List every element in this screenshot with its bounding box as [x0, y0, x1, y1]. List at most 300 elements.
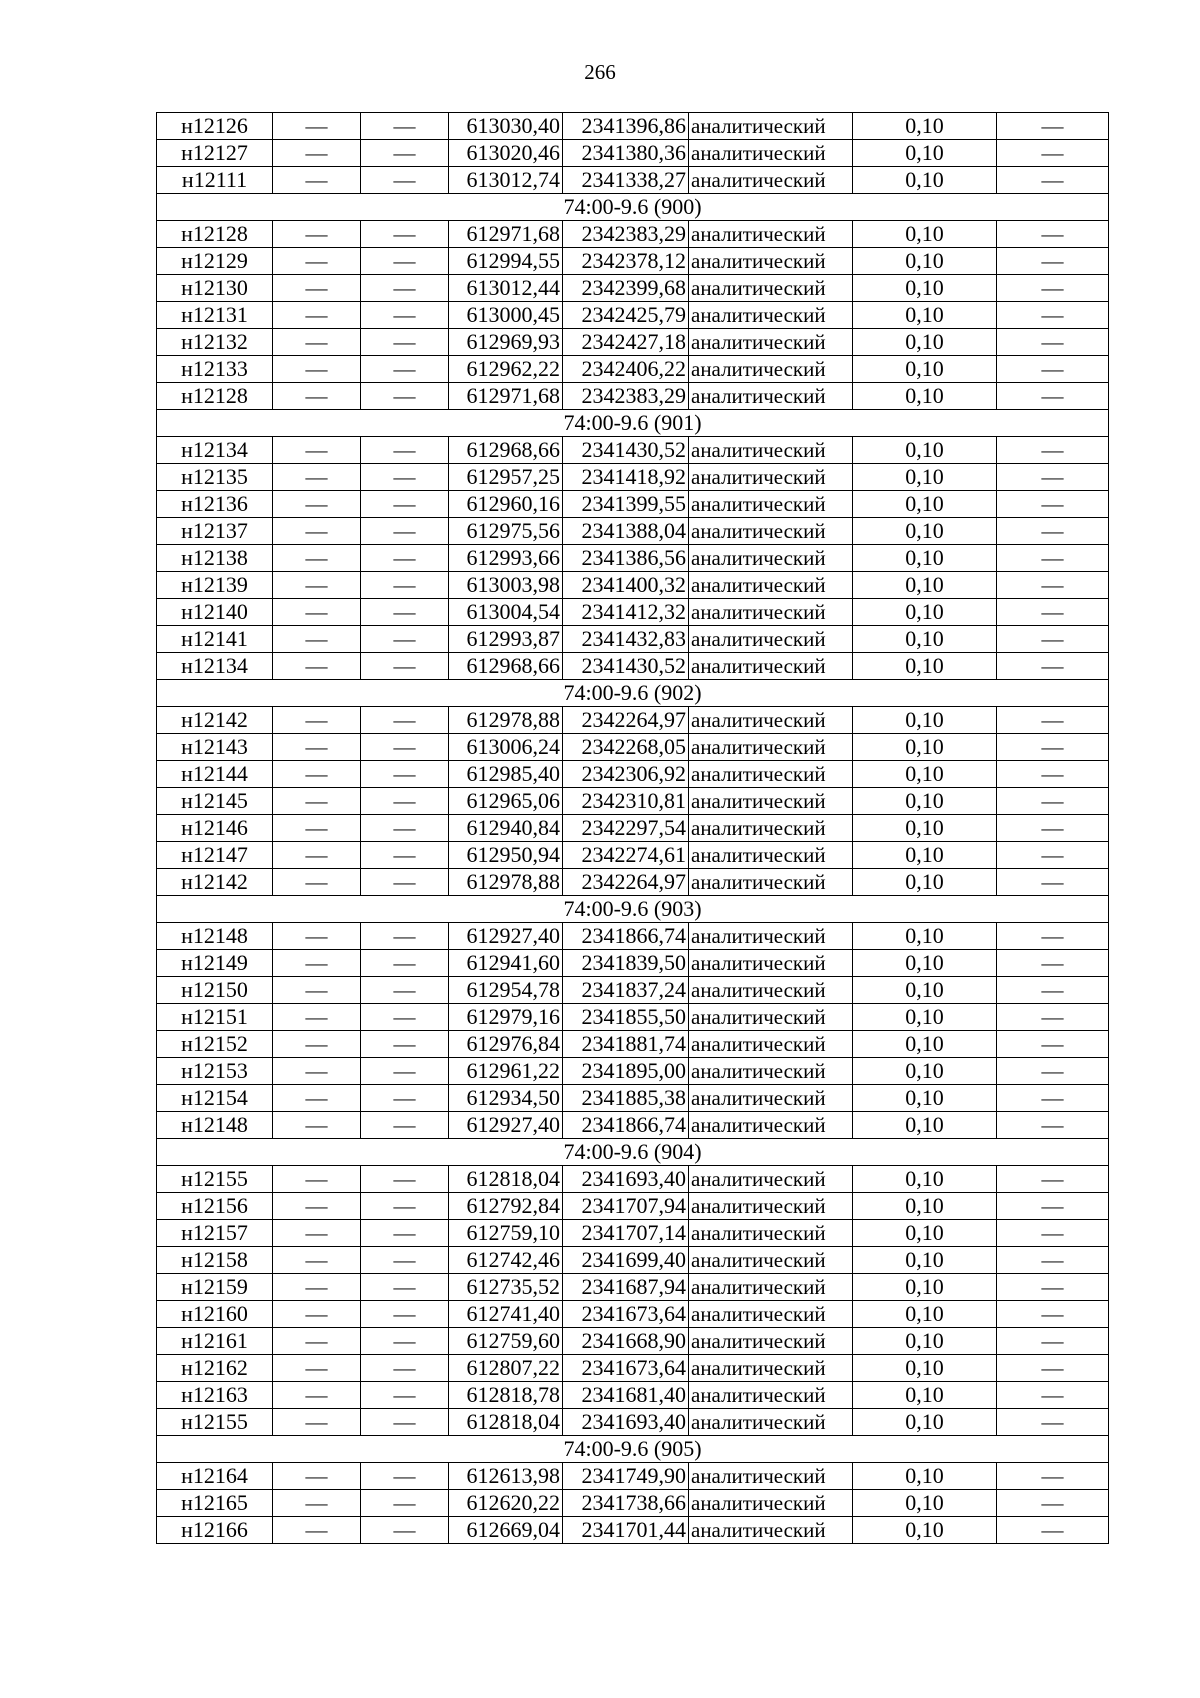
point-id-cell: н12158: [157, 1247, 273, 1274]
dash-cell: —: [273, 599, 361, 626]
table-row: [157, 1301, 1109, 1328]
y-coordinate-cell: 2341866,74: [563, 923, 689, 950]
point-id-cell: н12148: [157, 1112, 273, 1139]
dash-cell: —: [997, 1031, 1109, 1058]
x-coordinate-cell: 612669,04: [449, 1517, 563, 1544]
point-id-cell: н12132: [157, 329, 273, 356]
dash-cell: —: [361, 329, 449, 356]
point-id-cell: н12149: [157, 950, 273, 977]
point-id-cell: н12136: [157, 491, 273, 518]
x-coordinate-cell: 612613,98: [449, 1463, 563, 1490]
table-row: [157, 437, 1109, 464]
point-id-cell: н12134: [157, 437, 273, 464]
section-label: 74:00-9.6 (900): [157, 194, 1109, 221]
y-coordinate-cell: 2342383,29: [563, 383, 689, 410]
y-coordinate-cell: 2341701,44: [563, 1517, 689, 1544]
accuracy-cell: 0,10: [853, 950, 997, 977]
point-id-cell: н12161: [157, 1328, 273, 1355]
dash-cell: —: [997, 1004, 1109, 1031]
method-cell: аналитический: [689, 1517, 853, 1544]
page-number: 266: [584, 60, 616, 84]
dash-cell: —: [273, 1463, 361, 1490]
table-row: [157, 1058, 1109, 1085]
dash-cell: —: [273, 464, 361, 491]
x-coordinate-cell: 612978,88: [449, 869, 563, 896]
method-cell: аналитический: [689, 491, 853, 518]
table-row: [157, 1355, 1109, 1382]
method-cell: аналитический: [689, 788, 853, 815]
accuracy-cell: 0,10: [853, 1193, 997, 1220]
dash-cell: —: [997, 545, 1109, 572]
accuracy-cell: 0,10: [853, 842, 997, 869]
dash-cell: —: [361, 599, 449, 626]
point-id-cell: н12153: [157, 1058, 273, 1085]
point-id-cell: н12166: [157, 1517, 273, 1544]
table-row: [157, 167, 1109, 194]
point-id-cell: н12133: [157, 356, 273, 383]
method-cell: аналитический: [689, 1247, 853, 1274]
dash-cell: —: [273, 1382, 361, 1409]
dash-cell: —: [997, 1328, 1109, 1355]
section-row: [157, 194, 1109, 221]
y-coordinate-cell: 2341418,92: [563, 464, 689, 491]
dash-cell: —: [361, 1355, 449, 1382]
point-id-cell: н12128: [157, 221, 273, 248]
dash-cell: —: [361, 950, 449, 977]
section-label: 74:00-9.6 (902): [157, 680, 1109, 707]
accuracy-cell: 0,10: [853, 626, 997, 653]
table-row: [157, 1328, 1109, 1355]
x-coordinate-cell: 612985,40: [449, 761, 563, 788]
method-cell: аналитический: [689, 140, 853, 167]
y-coordinate-cell: 2341430,52: [563, 653, 689, 680]
dash-cell: —: [273, 221, 361, 248]
table-row: [157, 626, 1109, 653]
dash-cell: —: [361, 923, 449, 950]
x-coordinate-cell: 612962,22: [449, 356, 563, 383]
accuracy-cell: 0,10: [853, 1382, 997, 1409]
method-cell: аналитический: [689, 383, 853, 410]
dash-cell: —: [361, 464, 449, 491]
dash-cell: —: [361, 1220, 449, 1247]
dash-cell: —: [273, 1301, 361, 1328]
method-cell: аналитический: [689, 1031, 853, 1058]
dash-cell: —: [997, 734, 1109, 761]
x-coordinate-cell: 612976,84: [449, 1031, 563, 1058]
point-id-cell: н12155: [157, 1166, 273, 1193]
x-coordinate-cell: 612927,40: [449, 1112, 563, 1139]
dash-cell: —: [361, 1382, 449, 1409]
dash-cell: —: [997, 707, 1109, 734]
x-coordinate-cell: 612994,55: [449, 248, 563, 275]
x-coordinate-cell: 612792,84: [449, 1193, 563, 1220]
point-id-cell: н12154: [157, 1085, 273, 1112]
table-row: [157, 923, 1109, 950]
accuracy-cell: 0,10: [853, 140, 997, 167]
dash-cell: —: [997, 275, 1109, 302]
dash-cell: —: [361, 815, 449, 842]
x-coordinate-cell: 612742,46: [449, 1247, 563, 1274]
accuracy-cell: 0,10: [853, 1247, 997, 1274]
x-coordinate-cell: 612965,06: [449, 788, 563, 815]
y-coordinate-cell: 2342306,92: [563, 761, 689, 788]
method-cell: аналитический: [689, 545, 853, 572]
section-row: [157, 1436, 1109, 1463]
x-coordinate-cell: 612735,52: [449, 1274, 563, 1301]
table-row: [157, 653, 1109, 680]
point-id-cell: н12143: [157, 734, 273, 761]
y-coordinate-cell: 2341430,52: [563, 437, 689, 464]
point-id-cell: н12111: [157, 167, 273, 194]
table-row: [157, 1004, 1109, 1031]
x-coordinate-cell: 612957,25: [449, 464, 563, 491]
accuracy-cell: 0,10: [853, 815, 997, 842]
point-id-cell: н12129: [157, 248, 273, 275]
table-row: [157, 1409, 1109, 1436]
table-row: [157, 545, 1109, 572]
method-cell: аналитический: [689, 437, 853, 464]
method-cell: аналитический: [689, 1355, 853, 1382]
y-coordinate-cell: 2341412,32: [563, 599, 689, 626]
dash-cell: —: [273, 923, 361, 950]
accuracy-cell: 0,10: [853, 1301, 997, 1328]
dash-cell: —: [997, 518, 1109, 545]
dash-cell: —: [273, 1193, 361, 1220]
dash-cell: —: [997, 1112, 1109, 1139]
dash-cell: —: [997, 1274, 1109, 1301]
point-id-cell: н12160: [157, 1301, 273, 1328]
point-id-cell: н12139: [157, 572, 273, 599]
y-coordinate-cell: 2341338,27: [563, 167, 689, 194]
dash-cell: —: [361, 248, 449, 275]
method-cell: аналитический: [689, 113, 853, 140]
y-coordinate-cell: 2341707,94: [563, 1193, 689, 1220]
dash-cell: —: [361, 1274, 449, 1301]
dash-cell: —: [273, 572, 361, 599]
method-cell: аналитический: [689, 734, 853, 761]
table-row: [157, 1382, 1109, 1409]
dash-cell: —: [273, 707, 361, 734]
accuracy-cell: 0,10: [853, 113, 997, 140]
dash-cell: —: [273, 545, 361, 572]
method-cell: аналитический: [689, 977, 853, 1004]
method-cell: аналитический: [689, 923, 853, 950]
accuracy-cell: 0,10: [853, 1517, 997, 1544]
table-row: [157, 1463, 1109, 1490]
x-coordinate-cell: 612968,66: [449, 437, 563, 464]
dash-cell: —: [361, 545, 449, 572]
point-id-cell: н12159: [157, 1274, 273, 1301]
table-row: [157, 842, 1109, 869]
table-row: [157, 1085, 1109, 1112]
dash-cell: —: [361, 275, 449, 302]
point-id-cell: н12127: [157, 140, 273, 167]
section-label: 74:00-9.6 (903): [157, 896, 1109, 923]
x-coordinate-cell: 612950,94: [449, 842, 563, 869]
table-row: [157, 1490, 1109, 1517]
accuracy-cell: 0,10: [853, 437, 997, 464]
y-coordinate-cell: 2341885,38: [563, 1085, 689, 1112]
dash-cell: —: [997, 113, 1109, 140]
point-id-cell: н12163: [157, 1382, 273, 1409]
dash-cell: —: [361, 626, 449, 653]
accuracy-cell: 0,10: [853, 1004, 997, 1031]
dash-cell: —: [273, 626, 361, 653]
dash-cell: —: [361, 1058, 449, 1085]
point-id-cell: н12165: [157, 1490, 273, 1517]
method-cell: аналитический: [689, 761, 853, 788]
point-id-cell: н12128: [157, 383, 273, 410]
table-row: [157, 1220, 1109, 1247]
y-coordinate-cell: 2341866,74: [563, 1112, 689, 1139]
table-row: [157, 140, 1109, 167]
accuracy-cell: 0,10: [853, 518, 997, 545]
method-cell: аналитический: [689, 599, 853, 626]
point-id-cell: н12156: [157, 1193, 273, 1220]
y-coordinate-cell: 2341396,86: [563, 113, 689, 140]
x-coordinate-cell: 612975,56: [449, 518, 563, 545]
point-id-cell: н12146: [157, 815, 273, 842]
method-cell: аналитический: [689, 302, 853, 329]
dash-cell: —: [997, 1517, 1109, 1544]
dash-cell: —: [273, 869, 361, 896]
accuracy-cell: 0,10: [853, 977, 997, 1004]
dash-cell: —: [361, 707, 449, 734]
dash-cell: —: [997, 977, 1109, 1004]
method-cell: аналитический: [689, 356, 853, 383]
section-row: [157, 410, 1109, 437]
dash-cell: —: [273, 761, 361, 788]
dash-cell: —: [361, 302, 449, 329]
point-id-cell: н12130: [157, 275, 273, 302]
table-row: [157, 1193, 1109, 1220]
dash-cell: —: [361, 1409, 449, 1436]
dash-cell: —: [273, 329, 361, 356]
table-row: [157, 356, 1109, 383]
x-coordinate-cell: 612818,04: [449, 1166, 563, 1193]
dash-cell: —: [361, 1193, 449, 1220]
dash-cell: —: [273, 1517, 361, 1544]
accuracy-cell: 0,10: [853, 1328, 997, 1355]
method-cell: аналитический: [689, 1409, 853, 1436]
dash-cell: —: [361, 1517, 449, 1544]
accuracy-cell: 0,10: [853, 545, 997, 572]
x-coordinate-cell: 612941,60: [449, 950, 563, 977]
dash-cell: —: [273, 1220, 361, 1247]
dash-cell: —: [997, 1193, 1109, 1220]
y-coordinate-cell: 2341699,40: [563, 1247, 689, 1274]
dash-cell: —: [997, 1490, 1109, 1517]
accuracy-cell: 0,10: [853, 707, 997, 734]
dash-cell: —: [273, 1247, 361, 1274]
method-cell: аналитический: [689, 221, 853, 248]
table-row: [157, 518, 1109, 545]
dash-cell: —: [273, 950, 361, 977]
table-row: [157, 815, 1109, 842]
point-id-cell: н12145: [157, 788, 273, 815]
dash-cell: —: [361, 1328, 449, 1355]
x-coordinate-cell: 612759,10: [449, 1220, 563, 1247]
dash-cell: —: [273, 1328, 361, 1355]
accuracy-cell: 0,10: [853, 275, 997, 302]
dash-cell: —: [997, 1301, 1109, 1328]
dash-cell: —: [273, 1355, 361, 1382]
dash-cell: —: [273, 1490, 361, 1517]
x-coordinate-cell: 612927,40: [449, 923, 563, 950]
dash-cell: —: [361, 1166, 449, 1193]
table-row: [157, 302, 1109, 329]
accuracy-cell: 0,10: [853, 1490, 997, 1517]
method-cell: аналитический: [689, 275, 853, 302]
section-row: [157, 680, 1109, 707]
dash-cell: —: [997, 167, 1109, 194]
dash-cell: —: [361, 356, 449, 383]
method-cell: аналитический: [689, 518, 853, 545]
x-coordinate-cell: 612759,60: [449, 1328, 563, 1355]
method-cell: аналитический: [689, 1382, 853, 1409]
table-body: [157, 113, 1109, 1544]
dash-cell: —: [273, 1274, 361, 1301]
accuracy-cell: 0,10: [853, 1031, 997, 1058]
accuracy-cell: 0,10: [853, 923, 997, 950]
method-cell: аналитический: [689, 653, 853, 680]
method-cell: аналитический: [689, 950, 853, 977]
dash-cell: —: [361, 977, 449, 1004]
dash-cell: —: [273, 356, 361, 383]
x-coordinate-cell: 612968,66: [449, 653, 563, 680]
dash-cell: —: [997, 221, 1109, 248]
point-id-cell: н12162: [157, 1355, 273, 1382]
dash-cell: —: [361, 437, 449, 464]
point-id-cell: н12155: [157, 1409, 273, 1436]
point-id-cell: н12140: [157, 599, 273, 626]
x-coordinate-cell: 613004,54: [449, 599, 563, 626]
method-cell: аналитический: [689, 167, 853, 194]
x-coordinate-cell: 612993,87: [449, 626, 563, 653]
point-id-cell: н12141: [157, 626, 273, 653]
point-id-cell: н12142: [157, 707, 273, 734]
method-cell: аналитический: [689, 1301, 853, 1328]
dash-cell: —: [273, 437, 361, 464]
table-row: [157, 788, 1109, 815]
y-coordinate-cell: 2341837,24: [563, 977, 689, 1004]
y-coordinate-cell: 2341681,40: [563, 1382, 689, 1409]
dash-cell: —: [361, 167, 449, 194]
dash-cell: —: [997, 329, 1109, 356]
method-cell: аналитический: [689, 248, 853, 275]
dash-cell: —: [273, 167, 361, 194]
dash-cell: —: [361, 113, 449, 140]
dash-cell: —: [273, 1058, 361, 1085]
accuracy-cell: 0,10: [853, 221, 997, 248]
dash-cell: —: [997, 1058, 1109, 1085]
x-coordinate-cell: 612818,78: [449, 1382, 563, 1409]
x-coordinate-cell: 612971,68: [449, 383, 563, 410]
dash-cell: —: [361, 491, 449, 518]
method-cell: аналитический: [689, 572, 853, 599]
y-coordinate-cell: 2341881,74: [563, 1031, 689, 1058]
section-label: 74:00-9.6 (904): [157, 1139, 1109, 1166]
y-coordinate-cell: 2341388,04: [563, 518, 689, 545]
dash-cell: —: [361, 1463, 449, 1490]
method-cell: аналитический: [689, 626, 853, 653]
dash-cell: —: [273, 1031, 361, 1058]
dash-cell: —: [273, 1409, 361, 1436]
point-id-cell: н12147: [157, 842, 273, 869]
dash-cell: —: [361, 653, 449, 680]
dash-cell: —: [997, 653, 1109, 680]
dash-cell: —: [997, 464, 1109, 491]
y-coordinate-cell: 2341399,55: [563, 491, 689, 518]
dash-cell: —: [273, 113, 361, 140]
x-coordinate-cell: 612741,40: [449, 1301, 563, 1328]
dash-cell: —: [361, 842, 449, 869]
x-coordinate-cell: 612620,22: [449, 1490, 563, 1517]
y-coordinate-cell: 2341400,32: [563, 572, 689, 599]
accuracy-cell: 0,10: [853, 167, 997, 194]
table-row: [157, 329, 1109, 356]
y-coordinate-cell: 2342310,81: [563, 788, 689, 815]
dash-cell: —: [361, 1301, 449, 1328]
x-coordinate-cell: 613030,40: [449, 113, 563, 140]
x-coordinate-cell: 612960,16: [449, 491, 563, 518]
method-cell: аналитический: [689, 1058, 853, 1085]
method-cell: аналитический: [689, 1193, 853, 1220]
method-cell: аналитический: [689, 1274, 853, 1301]
accuracy-cell: 0,10: [853, 653, 997, 680]
accuracy-cell: 0,10: [853, 572, 997, 599]
table-row: [157, 248, 1109, 275]
dash-cell: —: [997, 869, 1109, 896]
accuracy-cell: 0,10: [853, 491, 997, 518]
table-row: [157, 221, 1109, 248]
y-coordinate-cell: 2342264,97: [563, 869, 689, 896]
dash-cell: —: [273, 491, 361, 518]
dash-cell: —: [273, 815, 361, 842]
dash-cell: —: [273, 1112, 361, 1139]
y-coordinate-cell: 2341673,64: [563, 1355, 689, 1382]
method-cell: аналитический: [689, 842, 853, 869]
table-row: [157, 113, 1109, 140]
dash-cell: —: [997, 1382, 1109, 1409]
dash-cell: —: [997, 356, 1109, 383]
x-coordinate-cell: 612807,22: [449, 1355, 563, 1382]
table-row: [157, 572, 1109, 599]
dash-cell: —: [361, 383, 449, 410]
y-coordinate-cell: 2342399,68: [563, 275, 689, 302]
dash-cell: —: [361, 734, 449, 761]
accuracy-cell: 0,10: [853, 1355, 997, 1382]
accuracy-cell: 0,10: [853, 734, 997, 761]
y-coordinate-cell: 2341707,14: [563, 1220, 689, 1247]
point-id-cell: н12157: [157, 1220, 273, 1247]
dash-cell: —: [273, 653, 361, 680]
accuracy-cell: 0,10: [853, 788, 997, 815]
dash-cell: —: [997, 788, 1109, 815]
method-cell: аналитический: [689, 1220, 853, 1247]
table-row: [157, 707, 1109, 734]
dash-cell: —: [273, 248, 361, 275]
point-id-cell: н12131: [157, 302, 273, 329]
point-id-cell: н12150: [157, 977, 273, 1004]
dash-cell: —: [273, 302, 361, 329]
dash-cell: —: [273, 383, 361, 410]
dash-cell: —: [997, 302, 1109, 329]
point-id-cell: н12151: [157, 1004, 273, 1031]
point-id-cell: н12152: [157, 1031, 273, 1058]
table-row: [157, 1274, 1109, 1301]
dash-cell: —: [997, 842, 1109, 869]
